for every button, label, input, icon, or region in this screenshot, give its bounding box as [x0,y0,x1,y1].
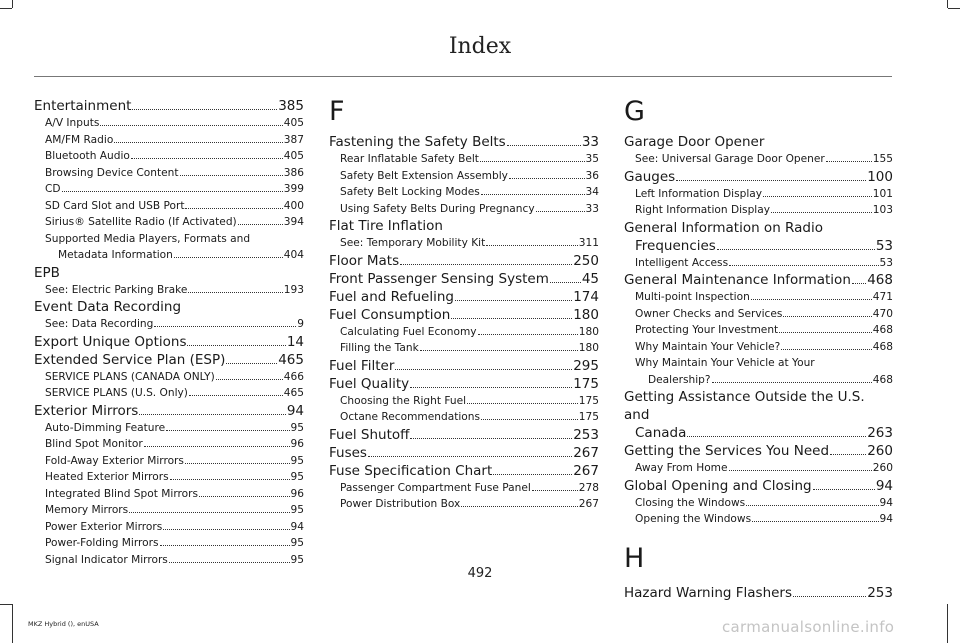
dot-leader [169,562,290,563]
page-title: Index [448,34,512,59]
index-entry [34,402,304,420]
entry-page-number: 468 [872,373,893,386]
dot-leader [368,456,572,457]
index-subentry [34,198,304,215]
dot-leader [746,505,878,506]
dot-leader [481,194,585,195]
index-subentry [34,115,304,132]
entry-page-number: 33 [585,202,599,215]
entry-label: Fastening the Safety Belts [329,134,506,150]
entry-label: Intelligent Access [635,256,729,269]
index-subentry [34,436,304,453]
entry-page-number: 103 [872,204,893,216]
dot-leader [129,512,289,513]
entry-label: Left Information Display [635,187,763,200]
entry-label: Heated Exterior Mirrors [45,471,169,483]
entry-page-number: 14 [286,333,304,350]
entry-label: Opening the Windows [635,513,752,525]
dot-leader [420,350,578,351]
entry-page-number: 465 [278,351,304,368]
entry-label: Fuel Shutoff [329,426,410,443]
index-heading: Flat Tire Inflation [329,218,443,234]
entry-page-number: 405 [283,150,304,162]
dot-leader [400,264,572,265]
entry-page-number: 465 [283,387,304,399]
entry-page-number: 400 [283,199,304,212]
dot-leader [536,211,585,212]
entry-page-number: 267 [573,462,599,479]
dot-leader [199,496,290,497]
entry-page-number: 35 [585,153,599,165]
index-subheading: Why Maintain Your Vehicle at Your [635,357,815,369]
index-subentry [34,214,304,231]
entry-label: Blind Spot Monitor [45,438,143,450]
entry-page-number: 96 [290,487,304,500]
index-subentry [624,511,893,528]
index-entry [329,252,599,270]
index-subentry [34,535,304,552]
entry-page-number: 95 [290,454,304,467]
entry-label: See: Universal Garage Door Opener [635,153,825,165]
dot-leader [712,382,872,383]
entry-label: Front Passenger Sensing System [329,270,549,287]
dot-leader [154,326,296,327]
entry-label: Global Opening and Closing [624,477,812,494]
dot-leader [461,506,578,507]
entry-page-number: 175 [578,394,599,407]
dot-leader [507,145,581,146]
dot-leader [170,479,290,480]
dot-leader [752,521,878,522]
section-letter: H [624,542,645,574]
dot-leader [132,109,277,110]
entry-page-number: 278 [578,481,599,494]
entry-page-number: 94 [286,402,304,419]
dot-leader [793,596,866,597]
entry-page-number: 180 [578,325,599,338]
watermark: carmanualsonline.info [722,618,895,636]
entry-label: Closing the Windows [635,496,746,509]
index-subentry [34,148,304,165]
entry-label: Owner Checks and Services [635,307,783,320]
dot-leader [509,178,585,179]
entry-page-number: 33 [581,134,599,150]
dot-leader [451,318,572,319]
index-entry [34,351,304,369]
dot-leader [779,332,872,333]
index-subentry [34,369,304,386]
index-subentry [329,393,599,410]
index-entry [329,270,599,288]
entry-label: Floor Mats [329,252,400,269]
index-subentry [34,247,304,264]
entry-page-number: 53 [875,237,893,254]
entry-label: Calculating Fuel Economy [340,325,477,338]
index-subentry [329,496,599,513]
entry-label: Exterior Mirrors [34,402,139,419]
entry-page-number: 94 [875,477,893,494]
dot-leader [783,316,871,317]
entry-label: Extended Service Plan (ESP) [34,351,226,368]
entry-page-number: 468 [872,324,893,336]
entry-page-number: 45 [581,270,599,287]
entry-page-number: 94 [879,496,893,509]
dot-leader [532,490,578,491]
section-letter: F [329,96,345,127]
entry-page-number: 267 [578,498,599,510]
title-divider [34,76,892,77]
entry-label: Fuses [329,444,367,461]
index-subentry [624,255,893,272]
index-entry [34,97,304,115]
dot-leader [144,446,290,447]
entry-label: Auto-Dimming Feature [45,421,166,434]
index-subentry [329,480,599,497]
entry-page-number: 253 [867,584,893,601]
dot-leader [486,245,578,246]
index-subentry [34,165,304,182]
entry-label: Getting the Services You Need [624,443,830,459]
dot-leader [676,180,866,181]
entry-label: SD Card Slot and USB Port [45,199,185,212]
dot-leader [189,395,283,396]
dot-leader [480,161,585,162]
index-subentry [34,132,304,149]
entry-label: Safety Belt Locking Modes [340,186,480,198]
entry-page-number: 466 [283,370,304,383]
entry-label: Entertainment [34,98,132,114]
entry-page-number: 175 [573,375,599,392]
index-entry [624,271,893,289]
entry-label: Octane Recommendations [340,411,481,423]
entry-page-number: 95 [290,471,304,483]
index-subentry [624,151,893,168]
entry-page-number: 260 [867,443,893,459]
dot-leader [395,369,572,370]
entry-label: A/V Inputs [45,117,100,129]
entry-label: Fuse Specification Chart [329,462,493,479]
entry-label: Metadata Information [58,249,173,261]
entry-page-number: 405 [283,117,304,129]
dot-leader [410,387,572,388]
index-entry [624,584,893,602]
entry-label: Why Maintain Your Vehicle? [635,340,781,353]
dot-leader [160,545,290,546]
entry-label: Memory Mirrors [45,504,129,516]
dot-leader [131,158,283,159]
index-subentry [34,316,304,333]
crop-mark [947,0,948,8]
dot-leader [238,224,283,225]
dot-leader [455,300,572,301]
index-entry [329,462,599,480]
index-entry [624,168,893,186]
index-subentry [34,486,304,503]
dot-leader [226,363,277,364]
dot-leader [481,419,578,420]
dot-leader [550,282,581,283]
entry-label: See: Temporary Mobility Kit [340,237,486,249]
index-entry [329,357,599,375]
index-subentry [34,519,304,536]
dot-leader [163,529,289,530]
entry-label: Browsing Device Content [45,166,179,179]
entry-page-number: 260 [872,462,893,474]
dot-leader [771,212,872,213]
entry-label: Integrated Blind Spot Mirrors [45,487,198,500]
entry-label: SERVICE PLANS (CANADA ONLY) [45,370,215,383]
index-entry [624,237,893,255]
dot-leader [216,379,283,380]
entry-page-number: 180 [578,342,599,354]
index-subentry [624,289,893,306]
index-subentry [329,409,599,426]
entry-page-number: 174 [573,288,599,305]
entry-page-number: 468 [867,272,893,288]
entry-page-number: 53 [879,256,893,269]
index-subentry [34,469,304,486]
entry-page-number: 95 [290,504,304,516]
index-entry [624,424,893,442]
entry-page-number: 34 [585,186,599,198]
index-heading: Event Data Recording [34,299,182,315]
dot-leader [687,436,866,437]
entry-label: Right Information Display [635,204,771,216]
index-subentry [329,201,599,218]
entry-page-number: 253 [573,426,599,443]
entry-label: Passenger Compartment Fuse Panel [340,481,531,494]
dot-leader [185,463,290,464]
entry-page-number: 404 [283,249,304,261]
entry-label: Power Distribution Box [340,498,461,510]
index-subentry [329,324,599,341]
entry-label: Fuel Quality [329,375,410,392]
index-subentry [624,372,893,389]
index-subentry [329,184,599,201]
dot-leader [478,334,578,335]
dot-leader [62,191,283,192]
crop-mark [0,8,12,9]
dot-leader [852,283,866,284]
entry-label: Gauges [624,168,676,185]
dot-leader [410,438,572,439]
entry-label: Power Exterior Mirrors [45,520,163,533]
entry-label: Fuel Filter [329,357,395,374]
entry-label: AM/FM Radio [45,133,114,146]
entry-page-number: 101 [872,187,893,200]
index-entry [329,444,599,462]
index-subentry [34,420,304,437]
entry-page-number: 95 [290,421,304,434]
entry-label: Bluetooth Audio [45,150,130,162]
index-subentry [329,151,599,168]
index-subentry [34,453,304,470]
entry-label: Using Safety Belts During Pregnancy [340,202,535,215]
index-column-1 [34,97,304,568]
crop-mark [948,8,960,9]
entry-label: General Maintenance Information [624,272,851,288]
entry-label: Hazard Warning Flashers [624,584,793,601]
index-subentry [329,235,599,252]
entry-page-number: 311 [578,237,599,249]
index-subentry [624,460,893,477]
dot-leader [139,414,285,415]
dot-leader [781,349,871,350]
index-entry [329,133,599,151]
dot-leader [166,430,289,431]
entry-page-number: 175 [578,411,599,423]
entry-label: Rear Inflatable Safety Belt [340,153,479,165]
dot-leader [751,299,872,300]
entry-label: Power-Folding Mirrors [45,537,159,549]
dot-leader [467,403,578,404]
entry-page-number: 36 [585,169,599,182]
index-subentry [34,181,304,198]
entry-page-number: 96 [290,438,304,450]
entry-page-number: 94 [290,520,304,533]
index-subheading: Supported Media Players, Formats and [45,232,251,245]
entry-label: Away From Home [635,462,728,474]
entry-page-number: 94 [879,513,893,525]
index-entry [329,288,599,306]
page-number: 492 [467,566,493,581]
index-subentry [34,282,304,299]
entry-page-number: 470 [872,307,893,320]
entry-page-number: 399 [283,183,304,195]
entry-page-number: 267 [573,444,599,461]
dot-leader [114,142,282,143]
entry-page-number: 295 [573,357,599,374]
entry-label: Filling the Tank [340,342,419,354]
index-subentry [329,340,599,357]
dot-leader [180,175,283,176]
dot-leader [185,208,282,209]
dot-leader [813,489,875,490]
index-subentry [624,339,893,356]
index-heading: General Information on Radio [624,219,823,236]
dot-leader [729,265,878,266]
dot-leader [187,345,285,346]
dot-leader [826,161,872,162]
entry-page-number: 100 [867,168,893,185]
index-column-2 [329,97,599,513]
entry-label: Dealership? [648,373,711,386]
index-subentry [624,186,893,203]
entry-page-number: 155 [872,153,893,165]
entry-label: See: Electric Parking Brake [45,283,188,296]
entry-label: Signal Indicator Mirrors [45,553,168,566]
entry-page-number: 180 [573,306,599,323]
dot-leader [763,196,872,197]
index-subentry [624,495,893,512]
index-subentry [34,385,304,402]
entry-label: Canada [635,425,687,441]
entry-page-number: 471 [872,291,893,303]
entry-label: Multi-point Inspection [635,291,750,303]
index-entry [329,426,599,444]
section-letter: G [624,96,645,127]
entry-label: Fuel Consumption [329,306,451,323]
index-entry [34,333,304,351]
index-heading: Garage Door Opener [624,134,765,150]
index-subentry [624,322,893,339]
entry-label: Protecting Your Investment [635,324,779,336]
entry-label: Frequencies [635,237,716,254]
entry-label: Fuel and Refueling [329,288,454,305]
dot-leader [100,125,282,126]
entry-page-number: 387 [283,133,304,146]
crop-mark [12,604,13,643]
entry-page-number: 394 [283,216,304,228]
crop-mark [12,0,13,8]
entry-page-number: 386 [283,166,304,179]
index-subentry [34,502,304,519]
index-entry [624,477,893,495]
dot-leader [174,257,283,258]
dot-leader [830,454,866,455]
crop-mark [0,604,12,605]
crop-mark [947,604,948,643]
index-heading: Getting Assistance Outside the U.S. and [624,389,865,423]
entry-page-number: 95 [290,537,304,549]
entry-page-number: 95 [290,553,304,566]
index-entry [329,375,599,393]
dot-leader [717,249,875,250]
index-heading: EPB [34,264,60,281]
dot-leader [493,474,572,475]
entry-label: Fold-Away Exterior Mirrors [45,454,184,467]
entry-label: Choosing the Right Fuel [340,394,467,407]
entry-label: Sirius® Satellite Radio (If Activated) [45,216,237,228]
index-column-3 [624,97,893,602]
entry-label: Safety Belt Extension Assembly [340,169,508,182]
dot-leader [188,292,282,293]
entry-page-number: 9 [297,318,304,330]
index-subentry [329,168,599,185]
index-entry [329,306,599,324]
entry-page-number: 385 [278,98,304,114]
entry-page-number: 468 [872,340,893,353]
index-subentry [624,202,893,219]
entry-label: SERVICE PLANS (U.S. Only) [45,387,188,399]
entry-page-number: 263 [867,425,893,441]
index-subentry [624,306,893,323]
entry-label: CD [45,183,61,195]
entry-label: See: Data Recording [45,318,154,330]
entry-page-number: 250 [573,252,599,269]
document-code: MKZ Hybrid (), enUSA [28,620,99,628]
entry-label: Export Unique Options [34,333,187,350]
entry-page-number: 193 [283,283,304,296]
index-entry [624,442,893,460]
dot-leader [729,470,872,471]
